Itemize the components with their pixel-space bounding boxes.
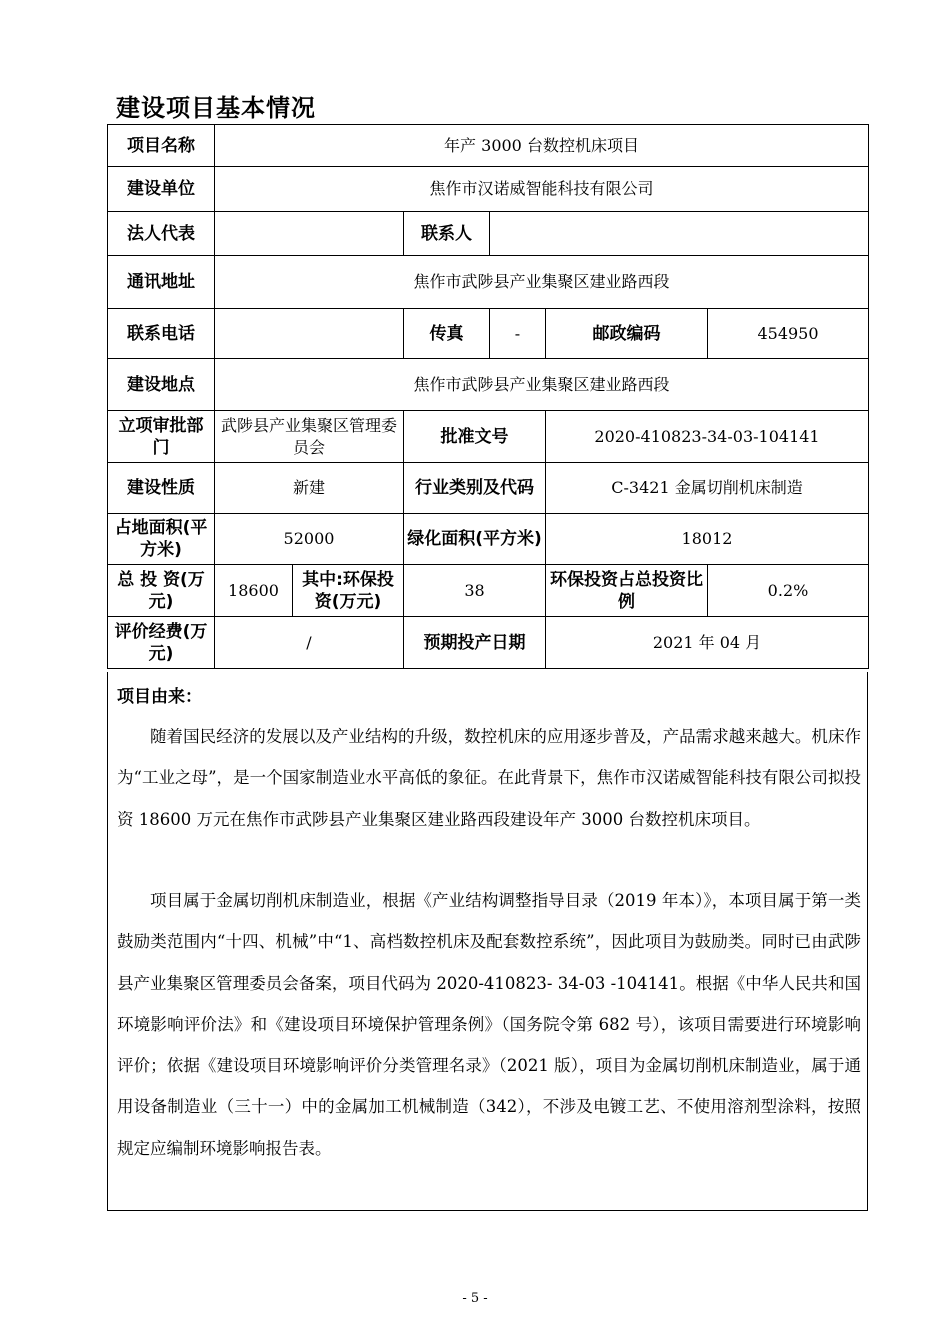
project-name-value: 年产 3000 台数控机床项目 [215,125,869,167]
postal-code-value: 454950 [708,309,869,359]
row-construction-unit [108,167,869,212]
project-name-label: 项目名称 [108,125,215,167]
env-investment-value: 38 [404,565,546,617]
eval-fee-label: 评价经费(万元) [108,617,215,669]
land-area-value: 52000 [215,514,404,565]
approval-dept-label: 立项审批部门 [108,411,215,463]
row-address [108,256,869,309]
green-area-value: 18012 [546,514,869,565]
page-number: - 5 - [462,1291,488,1306]
construction-unit-value: 焦作市汉诺威智能科技有限公司 [215,167,869,212]
project-origin-section [107,672,868,1211]
land-area-label: 占地面积(平方米) [108,514,215,565]
eval-fee-value: / [215,617,404,669]
legal-rep-label: 法人代表 [108,212,215,256]
approval-dept-value: 武陟县产业集聚区管理委员会 [215,411,404,463]
nature-label: 建设性质 [108,463,215,514]
env-ratio-value: 0.2% [708,565,869,617]
industry-value: C-3421 金属切削机床制造 [546,463,869,514]
row-approval [108,411,869,463]
industry-label: 行业类别及代码 [404,463,546,514]
project-info-table [107,124,869,669]
green-area-label: 绿化面积(平方米) [404,514,546,565]
contact-person-value [490,212,869,256]
env-ratio-label: 环保投资占总投资比例 [546,565,708,617]
address-value: 焦作市武陟县产业集聚区建业路西段 [215,256,869,309]
phone-value [215,309,404,359]
origin-paragraph-1: 随着国民经济的发展以及产业结构的升级，数控机床的应用逐步普及，产品需求越来越大。机床作为“工业之母”，是一个国家制造业水平高低的象征。在此背景下，焦作市汉诺威智能科技有限公司拟投资 18600 万元在焦作市武陟县产业集聚区建业路西段建设年产 3000 台数控机床项目。 [117,727,861,829]
contact-person-label: 联系人 [404,212,490,256]
row-project-name [108,125,869,167]
phone-label: 联系电话 [108,309,215,359]
production-date-value: 2021 年 04 月 [546,617,869,669]
construction-unit-label: 建设单位 [108,167,215,212]
address-label: 通讯地址 [108,256,215,309]
row-evaluation [108,617,869,669]
postal-code-label: 邮政编码 [546,309,708,359]
total-investment-value: 18600 [215,565,293,617]
row-investment [108,565,869,617]
row-site [108,359,869,411]
legal-rep-value [215,212,404,256]
page-title: 建设项目基本情况 [116,94,316,122]
approval-no-label: 批准文号 [404,411,546,463]
origin-paragraph-2: 项目属于金属切削机床制造业，根据《产业结构调整指导目录（2019 年本）》，本项目属于第一类鼓励类范围内“十四、机械”中“1、高档数控机床及配套数控系统”，因此项目为鼓励类。同时已由武陟县产业集聚区管理委员会备案，项目代码为 2020-410823- 34-03 -104141。根据《中华人民共和国环境影响评价法》和《建设项目环境保护管理条例》（国务院令第 682 号），该项目需要进行环境影响评价；依据《建设项目环境影响评价分类管理名录》（2021 版），项目为金属切削机床制造业，属于通用设备制造业（三十一）中的金属加工机械制造（342），不涉及电镀工艺、不使用溶剂型涂料，按照规定应编制环境影响报告表。 [117,891,861,1158]
fax-label: 传真 [404,309,490,359]
row-phone [108,309,869,359]
nature-value: 新建 [215,463,404,514]
project-origin-heading: 项目由来： [117,687,202,707]
row-area [108,514,869,565]
production-date-label: 预期投产日期 [404,617,546,669]
fax-value: - [490,309,546,359]
site-label: 建设地点 [108,359,215,411]
site-value: 焦作市武陟县产业集聚区建业路西段 [215,359,869,411]
env-investment-label: 其中:环保投资(万元) [293,565,404,617]
total-investment-label: 总 投 资(万元) [108,565,215,617]
approval-no-value: 2020-410823-34-03-104141 [546,411,869,463]
row-nature [108,463,869,514]
row-legal-rep [108,212,869,256]
